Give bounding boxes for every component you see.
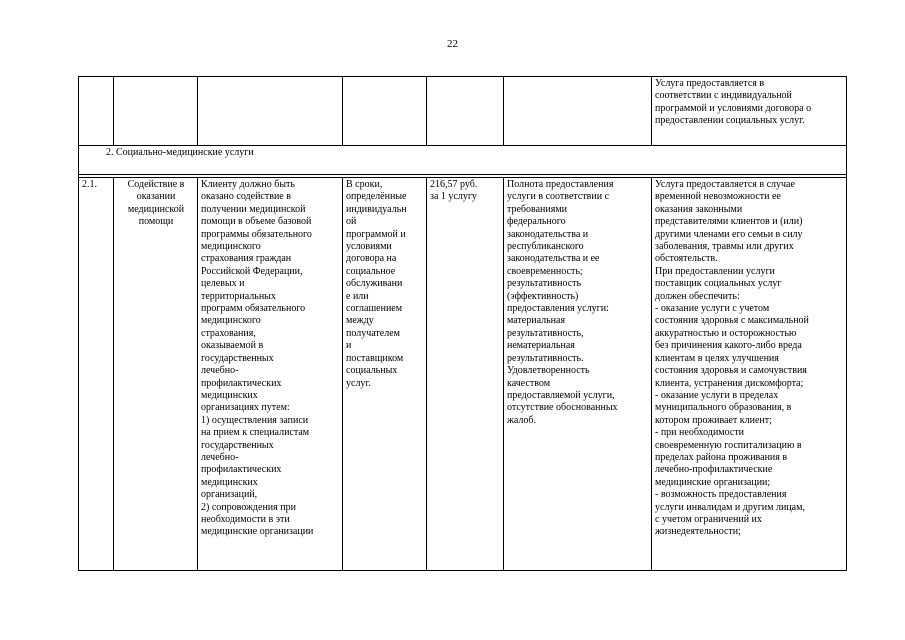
text-line: (эффективность): [507, 290, 579, 302]
cell-service-terms: [343, 178, 427, 571]
text-line: оказываемой в: [201, 340, 264, 352]
text-line: жизнедеятельности;: [655, 526, 741, 538]
text-line: качеством: [507, 377, 551, 389]
text-line: программой и: [346, 228, 406, 240]
table-row-continuation: [79, 77, 847, 146]
text-line: клиентам в целях улучшения: [655, 352, 779, 364]
text-line: жалоб.: [507, 414, 537, 426]
section-header-row: [79, 146, 847, 175]
text-line: между: [346, 315, 374, 327]
text-line: 216,57 руб.: [430, 179, 478, 190]
text-line: отсутствие обоснованных: [507, 402, 618, 414]
text-line: программы обязательного: [201, 228, 312, 240]
text-line: без причинения какого-либо вреда: [655, 340, 802, 352]
text-line: результативность: [507, 278, 582, 290]
text-line: аккуратностью и осторожностью: [655, 327, 797, 339]
text-line: индивидуальн: [346, 203, 407, 215]
text-line: результативность.: [507, 352, 584, 364]
text-line: услуги инвалидам и другим лицам,: [655, 501, 805, 513]
text-line: предоставлении социальных услуг.: [655, 115, 805, 127]
text-line: договора на: [346, 253, 397, 265]
text-line: социальное: [346, 265, 396, 277]
text-line: Услуга предоставляется в: [655, 78, 765, 89]
text-line: Удовлетворенность: [507, 365, 590, 377]
text-line: получении медицинской: [201, 203, 306, 215]
text-line: законодательства и: [507, 228, 589, 240]
cell-service-price: [427, 178, 504, 571]
text-line: получателем: [346, 327, 400, 339]
text-line: заболевания, травмы или других: [655, 241, 794, 253]
text-line: - при необходимости: [655, 427, 745, 439]
text-line: своевременную госпитализацию в: [655, 439, 802, 451]
text-line: поставщик социальных услуг: [655, 278, 782, 290]
text-line: - оказание услуги с учетом: [655, 303, 770, 315]
page-number: 22: [447, 38, 458, 50]
text-line: - возможность предоставления: [655, 489, 787, 501]
text-line: е или: [346, 290, 369, 302]
cell-price: [427, 77, 504, 146]
text-line: помощи в объеме базовой: [201, 216, 312, 228]
cell-quality-indicators: [504, 178, 652, 571]
text-line: предоставляемой услуги,: [507, 389, 615, 401]
section-title: [79, 146, 847, 175]
text-line: Клиенту должно быть: [201, 179, 295, 190]
text-line: медицинских: [201, 476, 258, 488]
text-line: территориальных: [201, 290, 276, 302]
services-table: [78, 76, 847, 571]
text-line: ой: [346, 216, 357, 228]
text-line: муниципального образования, в: [655, 402, 792, 414]
text-line: Содействие в: [127, 179, 185, 190]
text-line: программой и условиями договора о: [655, 102, 812, 114]
text-line: организациях путем:: [201, 402, 290, 414]
text-line: предоставления услуги:: [507, 303, 609, 315]
text-line: необходимости в эти: [201, 513, 290, 525]
text-line: соглашением: [346, 303, 403, 315]
text-line: государственных: [201, 439, 274, 451]
table-row-2-1: [79, 178, 847, 571]
text-line: другими членами его семьи в силу: [655, 228, 803, 240]
text-line: При предоставлении услуги: [655, 265, 775, 277]
cell-quality: [504, 77, 652, 146]
text-line: услуги в соответствии с: [507, 191, 610, 203]
text-line: лечебно-профилактические: [655, 464, 773, 476]
text-line: материальная: [507, 315, 566, 327]
text-line: лечебно-: [201, 365, 239, 377]
text-line: обстоятельств.: [655, 253, 718, 265]
text-line: Услуга предоставляется в случае: [655, 179, 795, 190]
text-line: на прием к специалистам: [201, 427, 310, 439]
text-line: 2) сопровождения при: [201, 501, 296, 513]
text-line: поставщиком: [346, 352, 404, 364]
cell-num: 2.1.: [79, 178, 114, 571]
text-line: Российской Федерации,: [201, 265, 303, 277]
text-line: 1) осуществления записи: [201, 414, 309, 426]
text-line: определённые: [346, 191, 407, 203]
text-line: нематериальная: [507, 340, 575, 352]
cell-conditions: [652, 178, 847, 571]
text-line: республиканского: [507, 241, 584, 253]
text-line: медицинские организации: [201, 526, 314, 538]
text-line: с учетом ограничений их: [655, 513, 762, 525]
text-line: помощи: [138, 216, 174, 228]
text-line: страхования,: [201, 327, 256, 339]
text-line: и: [346, 340, 352, 352]
text-line: медицинских: [201, 389, 258, 401]
text-line: состояния здоровья с максимальной: [655, 315, 809, 327]
cell-conditions: [652, 77, 847, 146]
text-line: условиями: [346, 241, 392, 253]
text-line: медицинские организации;: [655, 476, 771, 488]
text-line: услуг.: [346, 377, 371, 389]
section-title-text: 2. Социально-медицинские услуги: [106, 147, 254, 158]
text-line: состояния здоровья и самочувствия: [655, 365, 807, 377]
text-line: законодательства и ее: [507, 253, 600, 265]
text-line: социальных: [346, 365, 398, 377]
cell-num: [79, 77, 114, 146]
text-line: профилактических: [201, 377, 282, 389]
text-line: Полнота предоставления: [507, 179, 614, 190]
cell-terms: [343, 77, 427, 146]
text-line: оказания законными: [655, 203, 743, 215]
text-line: котором проживает клиент;: [655, 414, 772, 426]
text-line: за 1 услугу: [430, 191, 477, 203]
text-line: оказано содействие в: [201, 191, 291, 203]
text-line: должен обеспечить:: [655, 290, 740, 302]
cell-service-name: [114, 178, 198, 571]
text-line: требованиями: [507, 203, 568, 215]
text-line: лечебно-: [201, 451, 239, 463]
text-line: страхования граждан: [201, 253, 292, 265]
cell-name: [114, 77, 198, 146]
text-line: государственных: [201, 352, 274, 364]
text-line: представителями клиентов и (или): [655, 216, 803, 228]
text-line: медицинской: [127, 203, 185, 215]
text-line: медицинского: [201, 315, 261, 327]
cell-service-content: [198, 178, 343, 571]
text-line: своевременность;: [507, 265, 583, 277]
text-line: оказании: [136, 191, 176, 203]
text-line: пределах района проживания в: [655, 451, 788, 463]
text-line: клиента, устранения дискомфорта;: [655, 377, 804, 389]
text-line: медицинского: [201, 241, 261, 253]
text-line: федерального: [507, 216, 566, 228]
text-line: результативность,: [507, 327, 584, 339]
text-line: профилактических: [201, 464, 282, 476]
text-line: - оказание услуги в пределах: [655, 389, 779, 401]
text-line: программ обязательного: [201, 303, 306, 315]
text-line: организаций,: [201, 489, 258, 501]
cell-content: [198, 77, 343, 146]
text-line: обслуживани: [346, 278, 403, 290]
text-line: временной невозможности ее: [655, 191, 781, 203]
text-line: В сроки,: [346, 179, 383, 190]
text-line: соответствии с индивидуальной: [655, 90, 792, 102]
text-line: целевых и: [201, 278, 245, 290]
